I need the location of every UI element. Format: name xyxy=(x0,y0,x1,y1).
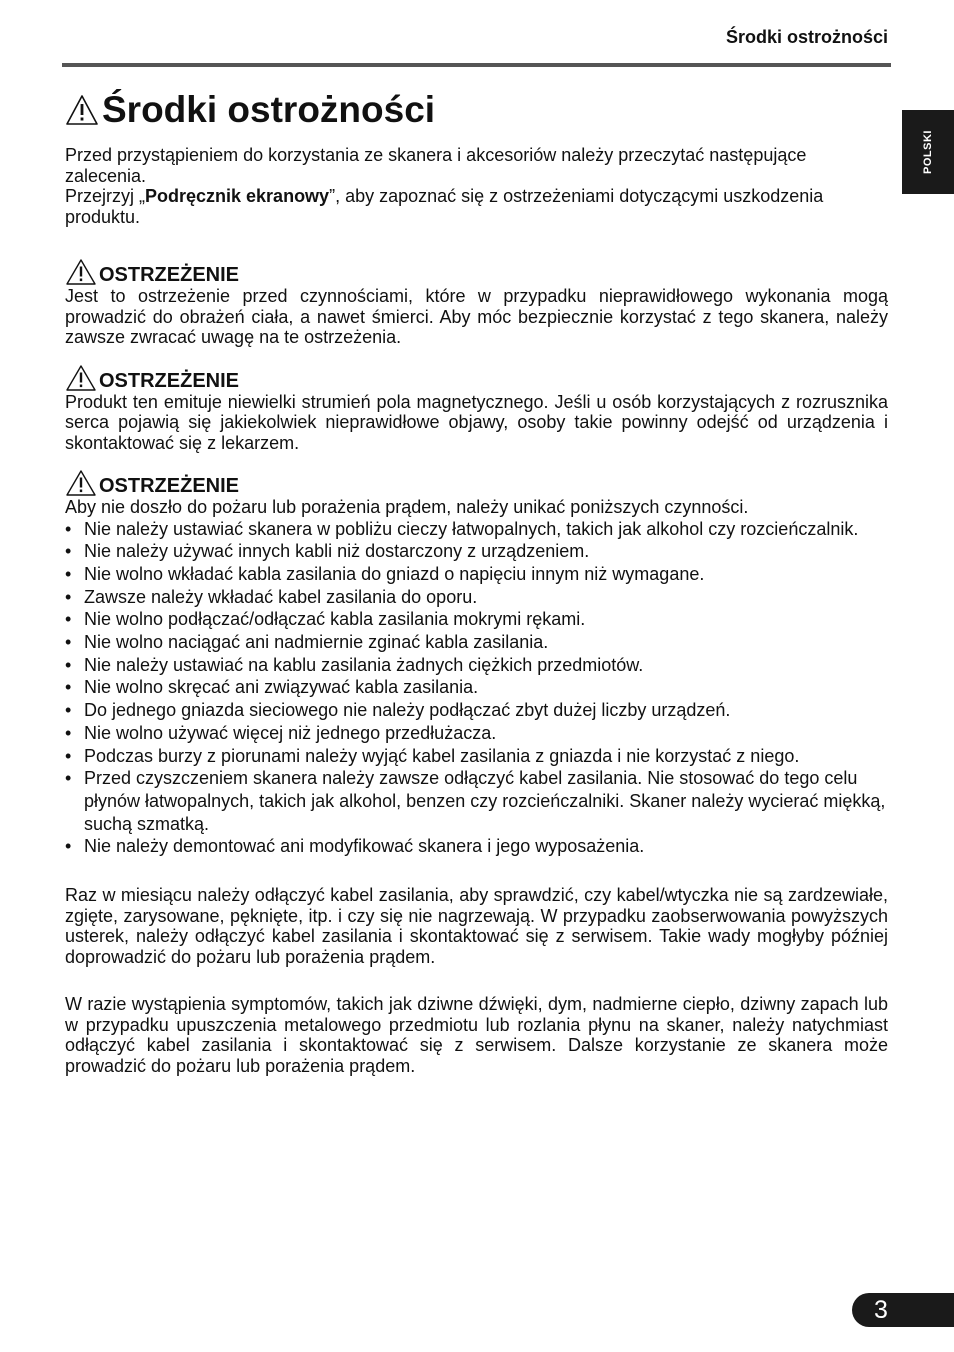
warning-block-1 xyxy=(65,256,888,348)
page-title-row xyxy=(65,88,435,132)
symptoms-paragraph: W razie wystąpienia symptomów, takich jak dziwne dźwięki, dym, nadmierne ciepło, dziwny zapach lub w przypadku upuszczenia metalowego przedmiotu lub rozlania płynu na skaner, należy natychmiast odłączyć kabel zasilania i skontaktować się z serwisem. Dalsze korzystanie ze skanera może prowadzić do pożaru lub porażenia prądem. xyxy=(65,994,888,1076)
list-item: • Do jednego gniazda sieciowego nie należy podłączać zbyt dużej liczby urządzeń. xyxy=(65,699,888,722)
main-content xyxy=(65,145,888,1076)
intro-manual-reference xyxy=(65,186,888,227)
intro-paragraph: Przed przystąpieniem do korzystania ze skanera i akcesoriów należy przeczytać następujące zalecenia. xyxy=(65,145,807,186)
monthly-check-paragraph: Raz w miesiącu należy odłączyć kabel zasilania, aby sprawdzić, czy kabel/wtyczka nie są zardzewiałe, zgięte, zarysowane, pęknięte, itp. i czy się nie nagrzewają. W przypadku zaobserwowania powyższych usterek, należy odłączyć kabel zasilania i skontaktować się z serwisem. Takie wady mogłyby później doprowadzić do pożaru lub porażenia prądem. xyxy=(65,885,888,967)
list-item: • Nie należy używać innych kabli niż dostarczony z urządzeniem. xyxy=(65,540,888,563)
list-item: • Nie należy demontować ani modyfikować skanera i jego wyposażenia. xyxy=(65,835,888,858)
warning-text: Produkt ten emituje niewielki strumień pola magnetycznego. Jeśli u osób korzystających z rozrusznika serca pojawią się jakiekolwiek nieprawidłowe objawy, osoby takie powinny odejść od urządzenia i skontaktować się z lekarzem. xyxy=(65,391,888,453)
list-item: • Nie wolno używać więcej niż jednego przedłużacza. xyxy=(65,722,888,745)
warning-text: Aby nie doszło do pożaru lub porażenia prądem, należy unikać poniższych czynności. xyxy=(65,497,749,517)
list-item: • Podczas burzy z piorunami należy wyjąć kabel zasilania z gniazda i nie korzystać z niego. xyxy=(65,745,888,768)
warning-triangle-icon xyxy=(65,258,97,286)
list-item: • Nie wolno wkładać kabla zasilania do gniazd o napięciu innym niż wymagane. xyxy=(65,563,888,586)
warning-heading-row xyxy=(65,362,888,392)
language-tab xyxy=(902,110,954,194)
list-item: • Nie należy ustawiać skanera w pobliżu cieczy łatwopalnych, takich jak alkohol czy rozcieńczalnik. xyxy=(65,518,888,541)
language-tab-label: POLSKI xyxy=(922,130,934,174)
warning-triangle-icon xyxy=(65,469,97,497)
running-header: Środki ostrożności xyxy=(725,27,888,47)
list-item: • Nie wolno podłączać/odłączać kabla zasilania mokrymi rękami. xyxy=(65,608,888,631)
page-title: Środki ostrożności xyxy=(102,89,436,130)
warning-triangle-icon xyxy=(65,94,99,126)
manual-name: Podręcznik ekranowy xyxy=(145,186,330,206)
list-item: • Nie należy ustawiać na kablu zasilania żadnych ciężkich przedmiotów. xyxy=(65,654,888,677)
warning-block-2 xyxy=(65,362,888,454)
warning-heading-row xyxy=(65,256,888,286)
warning-heading: OSTRZEŻENIE xyxy=(99,369,240,392)
warning-heading: OSTRZEŻENIE xyxy=(99,264,240,286)
precaution-list xyxy=(65,518,888,859)
page-number: 3 xyxy=(874,1296,888,1324)
list-item: • Zawsze należy wkładać kabel zasilania do oporu. xyxy=(65,586,888,609)
intro-ref-suffix: ”, aby zapoznać się z ostrzeżeniami dotyczącymi uszkodzenia produktu. xyxy=(65,186,824,227)
warning-triangle-icon xyxy=(65,364,97,392)
list-item: • Przed czyszczeniem skanera należy zawsze odłączyć kabel zasilania. Nie stosować do tego celu płynów łatwopalnych, takich jak alkohol, benzen czy rozcieńczalniki. Skaner należy wycierać miękką, suchą szmatką. xyxy=(65,767,888,835)
warning-heading: OSTRZEŻENIE xyxy=(99,475,240,497)
intro-ref-prefix: Przejrzyj „ xyxy=(65,186,145,206)
page-number-tab xyxy=(852,1293,954,1327)
list-item: • Nie wolno skręcać ani związywać kabla zasilania. xyxy=(65,676,888,699)
warning-heading-row xyxy=(65,467,888,497)
warning-text: Jest to ostrzeżenie przed czynnościami, które w przypadku nieprawidłowego wykonania mogą prowadzić do obrażeń ciała, a nawet śmierci. Aby móc bezpiecznie korzystać z tego skanera, należy zawsze zwracać uwagę na te ostrzeżenia. xyxy=(65,286,888,347)
list-item: • Nie wolno naciągać ani nadmiernie zginać kabla zasilania. xyxy=(65,631,888,654)
header-rule xyxy=(62,63,891,67)
warning-block-3 xyxy=(65,467,888,858)
